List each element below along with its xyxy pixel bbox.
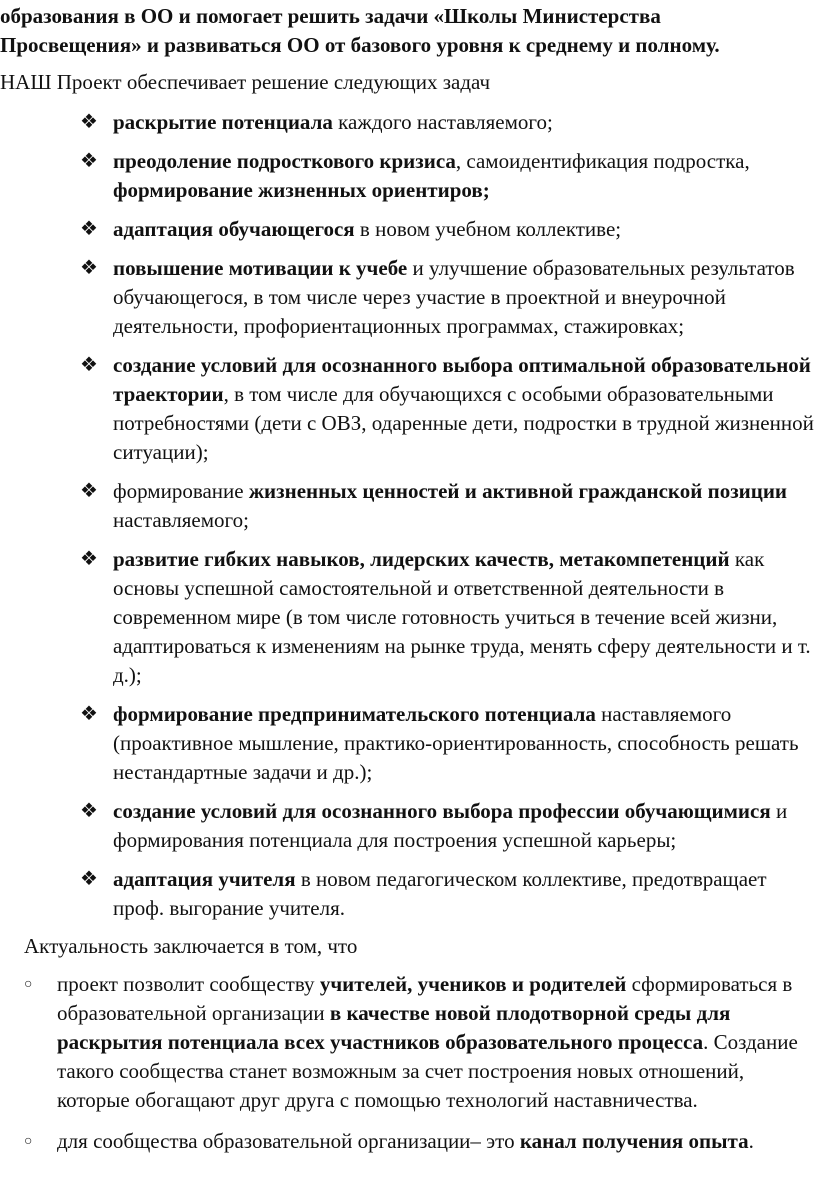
task-text: , самоидентификация подростка, — [455, 149, 750, 173]
intro-paragraph — [0, 2, 812, 60]
task-item — [80, 215, 814, 244]
task-text: каждого наставляемого; — [332, 110, 553, 134]
relevance-list — [24, 970, 814, 1168]
task-bold: жизненных ценностей и активной гражданской позиции — [248, 479, 788, 503]
hollow-circle-icon: ○ — [24, 977, 33, 992]
diamond-dots-icon: ❖ — [80, 111, 98, 133]
relevance-heading: Актуальность заключается в том, что — [24, 934, 358, 958]
relevance-text: для сообщества образовательной организации– это — [57, 1129, 520, 1153]
task-item — [80, 865, 814, 923]
relevance-text: . Создание такого сообщества станет возможным за счет построения новых отношений, которые обогащают друг друга с помощью технологий наставничества. — [57, 1030, 798, 1112]
relevance-bold: в качестве новой плодотворной среды для раскрытия потенциала всех участников образовательного процесса — [57, 1001, 731, 1054]
task-item — [80, 797, 814, 855]
task-bold: развитие гибких навыков, лидерских качеств, метакомпетенций — [113, 547, 730, 571]
relevance-bold: учителей, учеников и родителей — [319, 972, 627, 996]
task-item — [80, 254, 814, 341]
diamond-dots-icon: ❖ — [80, 703, 98, 725]
relevance-item — [24, 1127, 814, 1156]
tasks-list — [80, 108, 814, 933]
task-text: формирование — [113, 479, 249, 503]
diamond-dots-icon: ❖ — [80, 257, 98, 279]
task-bold: преодоление подросткового кризиса — [113, 149, 456, 173]
task-item — [80, 351, 814, 467]
diamond-dots-icon: ❖ — [80, 868, 98, 890]
diamond-dots-icon: ❖ — [80, 218, 98, 240]
task-item — [80, 108, 814, 137]
task-text: и улучшение образовательных результатов обучающегося, в том числе через участие в проектной и внеурочной деятельности, профориентационных программах, стажировках; — [113, 256, 795, 338]
task-text: как основы успешной самостоятельной и ответственной деятельности в современном мире (в том числе готовность учиться в течение всей жизни, адаптироваться к изменениям на рынке труда, менять сферу деятельности и т. д.); — [113, 547, 811, 687]
diamond-dots-icon: ❖ — [80, 150, 98, 172]
task-text: в новом педагогическом коллективе, предотвращает проф. выгорание учителя. — [113, 867, 767, 920]
task-bold: адаптация обучающегося — [113, 217, 355, 241]
hollow-circle-icon: ○ — [24, 1134, 33, 1149]
relevance-text: проект позволит сообществу — [57, 972, 320, 996]
task-bold: раскрытие потенциала — [113, 110, 333, 134]
tasks-lead: НАШ Проект обеспечивает решение следующих задач — [0, 70, 491, 94]
task-item — [80, 545, 814, 690]
task-bold: повышение мотивации к учебе — [113, 256, 408, 280]
task-bold: формирование жизненных ориентиров; — [113, 178, 490, 202]
diamond-dots-icon: ❖ — [80, 354, 98, 376]
task-bold: создание условий для осознанного выбора профессии обучающимися — [113, 799, 771, 823]
task-bold: адаптация учителя — [113, 867, 296, 891]
task-text: , в том числе для обучающихся с особыми образовательными потребностями (дети с ОВЗ, одаренные дети, подростки в трудной жизненной ситуации); — [113, 382, 814, 464]
diamond-dots-icon: ❖ — [80, 800, 98, 822]
relevance-text: . — [748, 1129, 754, 1153]
intro-line-1: образования в ОО и помогает решить задачи «Школы Министерства — [0, 4, 661, 28]
task-item — [80, 700, 814, 787]
task-item — [80, 477, 814, 535]
task-bold: формирование предпринимательского потенциала — [113, 702, 596, 726]
diamond-dots-icon: ❖ — [80, 480, 98, 502]
diamond-dots-icon: ❖ — [80, 548, 98, 570]
relevance-bold: канал получения опыта — [519, 1129, 749, 1153]
intro-line-2: Просвещения» и развиваться ОО от базового уровня к среднему и полному. — [0, 33, 720, 57]
relevance-item — [24, 970, 814, 1115]
task-text: наставляемого; — [113, 508, 249, 532]
task-text: наставляемого (проактивное мышление, практико-ориентированность, способность решать нестандартные задачи и др.); — [113, 702, 799, 784]
relevance-text: сформироваться в образовательной организации — [57, 972, 793, 1025]
task-bold: создание условий для осознанного выбора оптимальной образовательной траектории — [113, 353, 811, 406]
task-item — [80, 147, 814, 205]
task-text: и формирования потенциала для построения успешной карьеры; — [113, 799, 788, 852]
task-text: в новом учебном коллективе; — [354, 217, 622, 241]
